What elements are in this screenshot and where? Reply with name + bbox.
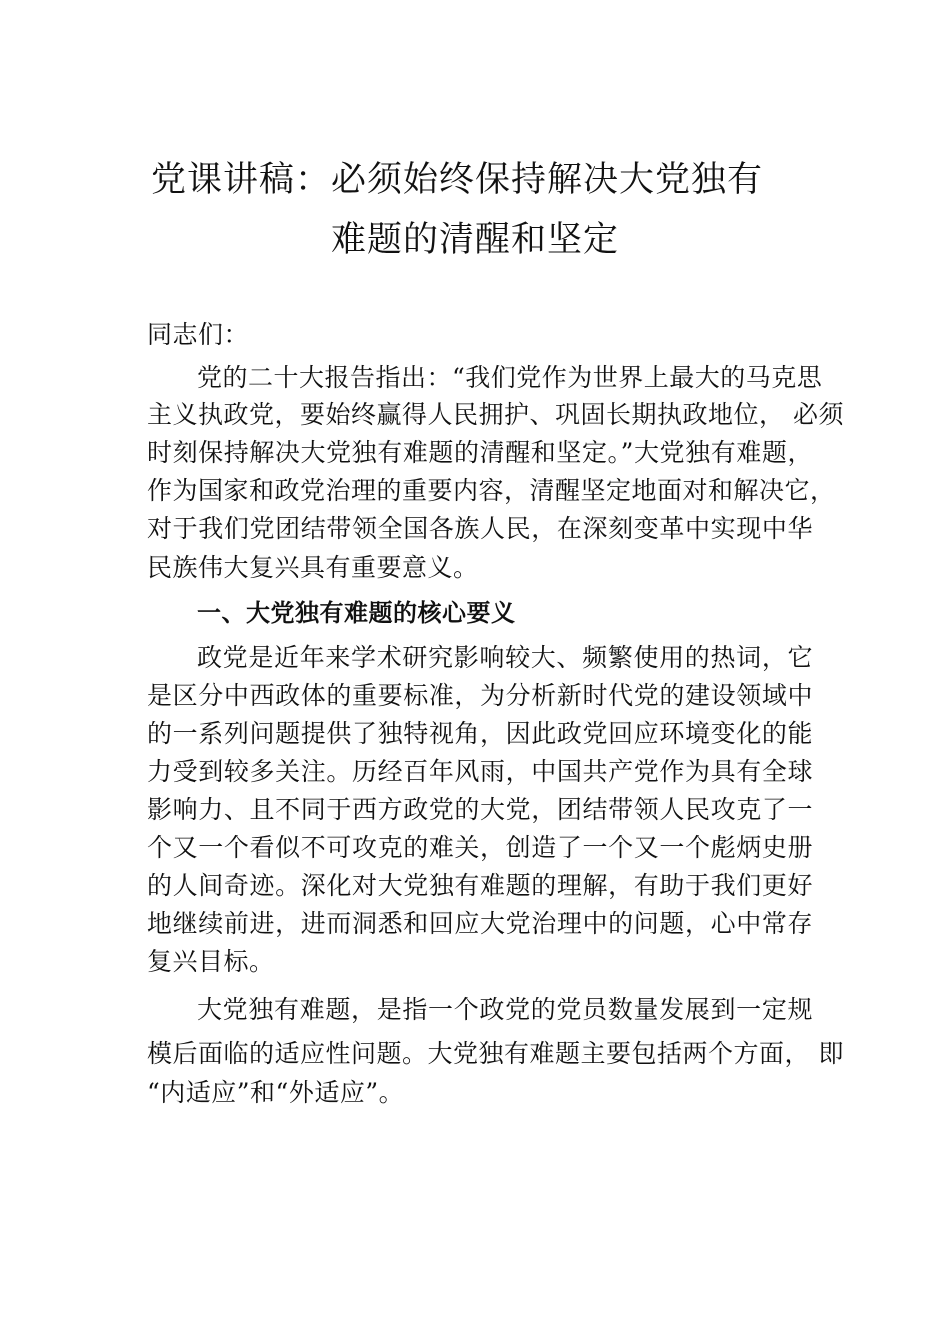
paragraph-line: 是区分中西政体的重要标准，为分析新时代党的建设领域中 — [147, 681, 813, 710]
paragraph-line: 个又一个看似不可攻克的难关，创造了一个又一个彪炳史册 — [147, 833, 813, 862]
salutation: 同志们： — [147, 320, 250, 349]
paragraph-line: 复兴目标。 — [147, 947, 275, 976]
paragraph-line: 地继续前进，进而洞悉和回应大党治理中的问题，心中常存 — [147, 909, 813, 938]
paragraph-line: 政党是近年来学术研究影响较大、频繁使用的热词，它 — [197, 643, 813, 672]
paragraph-line: 时刻保持解决大党独有难题的清醒和坚定。”大党独有难题， — [147, 438, 813, 467]
paragraph-line: 影响力、且不同于西方政党的大党，团结带领人民攻克了一 — [147, 795, 813, 824]
paragraph-line: 力受到较多关注。历经百年风雨，中国共产党作为具有全球 — [147, 757, 813, 786]
paragraph-line: 大党独有难题，是指一个政党的党员数量发展到一定规 — [197, 995, 813, 1024]
document-title-line-1: 党课讲稿：必须始终保持解决大党独有 — [150, 160, 763, 200]
paragraph-line: 民族伟大复兴具有重要意义。 — [147, 553, 479, 582]
section-heading-1: 一、大党独有难题的核心要义 — [197, 599, 516, 627]
paragraph-line: 主义执政党，要始终赢得人民拥护、巩固长期执政地位， 必须 — [147, 400, 844, 429]
paragraph-line: “内适应”和“外适应”。 — [147, 1078, 405, 1107]
paragraph-line: 模后面临的适应性问题。大党独有难题主要包括两个方面， 即 — [147, 1039, 844, 1068]
paragraph-line: 的一系列问题提供了独特视角，因此政党回应环境变化的能 — [147, 719, 813, 748]
paragraph-line: 党的二十大报告指出：“我们党作为世界上最大的马克思 — [197, 363, 823, 392]
paragraph-line: 的人间奇迹。深化对大党独有难题的理解，有助于我们更好 — [147, 871, 813, 900]
paragraph-line: 作为国家和政党治理的重要内容，清醒坚定地面对和解决它， — [147, 476, 836, 505]
document-title-line-2: 难题的清醒和坚定 — [330, 220, 619, 260]
paragraph-line: 对于我们党团结带领全国各族人民，在深刻变革中实现中华 — [147, 514, 813, 543]
